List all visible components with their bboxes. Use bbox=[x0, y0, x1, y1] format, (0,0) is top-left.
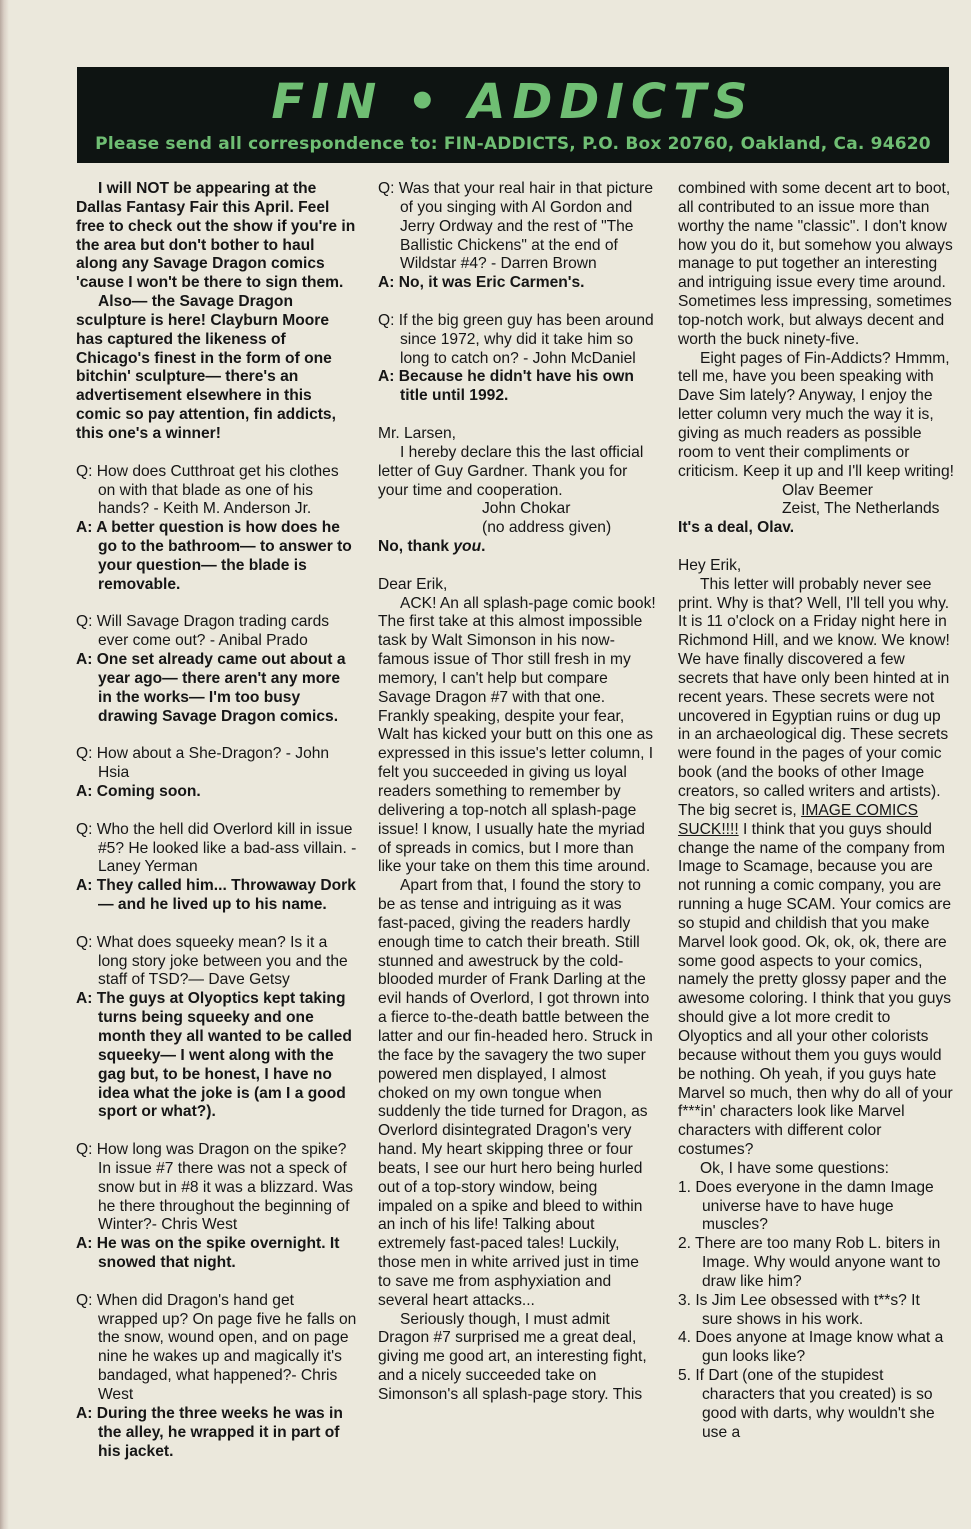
letter-body: I hereby declare this the last official letter of Guy Gardner. Thank you for your time and cooperation. bbox=[378, 443, 644, 499]
answer: A: One set already came out about a year ago— there aren't any more in the works— I'm too busy drawing Savage Dragon comics. bbox=[76, 651, 346, 725]
list-item: 5. If Dart (one of the stupidest characters that you created) is so good with darts, why wouldn't she use a bbox=[678, 1367, 935, 1441]
letter-paragraph: combined with some decent art to boot, all contributed to an issue more than worthy the name "classic". I don't know how you do it, but somehow you always manage to put together an interesting and intriguing issue every time around. Sometimes less impressing, sometimes top-notch work, but always decent and worth the buck ninety-five. bbox=[678, 180, 953, 348]
answer: A: The guys at Olyoptics kept taking turns being squeeky and one month they all wanted to be called squeeky— I went along with the gag but, to be honest, I have no idea what the joke is (am I a good sport or what?). bbox=[76, 990, 352, 1121]
column-3 bbox=[678, 180, 954, 1443]
question: Q: Was that your real hair in that picture of you singing with Al Gordon and Jerry Ordway and the rest of "The Ballistic Chickens" at the end of Wildstar #4? - Darren Brown bbox=[378, 180, 654, 273]
letter-signature-name: John Chokar bbox=[482, 500, 571, 518]
letter-paragraph: This letter will probably never see print. Why is that? Well, I'll tell you why. It is 11 o'clock on a Friday night here in Richmond Hill, and we know. We know! We have finally discovered a few secrets that have only been hinted at in recent years. These secrets were not uncovered in Egyptian ruins or dug up in an archaeological dig. These secrets were found in the pages of your comic book (and the books of other Image creators, so called writers and artists). The big secret is, IMAGE COMICS SUCK!!!! I think that you guys should change the name of the company from Image to Scamage, because you are not running a comic company, you are running a huge SCAM. Your comics are so stupid and childish that you make Marvel look good. Ok, ok, ok, there are some good aspects to your comics, namely the pretty glossy paper and the awesome coloring. I think that you guys should give a lot more credit to Olyoptics and all your other colorists because without them you guys would be nothing. Oh yeah, if you guys hate Marvel so much, then why do all of your f***in' characters look like Marvel characters with different color costumes? bbox=[678, 575, 953, 1159]
page-spine-edge bbox=[0, 0, 9, 1529]
question: Q: How does Cutthroat get his clothes on with that blade as one of his hands? - Keith M. Anderson Jr. bbox=[76, 462, 339, 518]
column-2 bbox=[378, 180, 656, 1405]
editor-reply: It's a deal, Olav. bbox=[678, 519, 795, 537]
editor-reply: No, thank you. bbox=[378, 538, 486, 556]
answer: A: He was on the spike overnight. It snowed that night. bbox=[76, 1235, 340, 1272]
letter-salutation: Hey Erik, bbox=[678, 556, 742, 574]
letter-paragraph: Apart from that, I found the story to be as tense and intriguing as it was fast-paced, giving the readers hardly enough time to catch their breath. Still stunned and awestruck by the cold-blooded murder of Frank Darling at the evil hands of Overlord, I got thrown into a fierce to-the-death battle between the latter and our fin-headed hero. Struck in the face by the savagery the two super powered men displayed, I almost choked on my own tongue when suddenly the tide turned for Dragon, as Overlord disintegrated Dragon's very hand. My heart skipping three or four beats, I see our hurt hero being hurled out of a top-story window, being impaled on a spike and bleed to within an inch of his life! Talking about extremely fast-paced tales! Luckily, those men in white arrived just in time to save me from asphyxiation and several heart attacks... bbox=[378, 877, 653, 1309]
answer: A: A better question is how does he go to the bathroom— to answer to your question— the blade is removable. bbox=[76, 519, 352, 593]
list-item: 2. There are too many Rob L. biters in Image. Why would anyone want to draw like him? bbox=[678, 1235, 941, 1290]
answer: A: Because he didn't have his own title until 1992. bbox=[378, 368, 634, 405]
editor-intro-2: Also— the Savage Dragon sculpture is here! Clayburn Moore has captured the likeness of Chicago's finest in the form of one bitchin' sculpture— there's an advertisement elsewhere in this comic so pay attention, fin addicts, this one's a winner! bbox=[76, 293, 336, 442]
letter-paragraph: Ok, I have some questions: bbox=[700, 1159, 889, 1177]
underlined-exclamation: IMAGE COMICS SUCK!!!! bbox=[678, 801, 919, 838]
question: Q: How about a She-Dragon? - John Hsia bbox=[76, 745, 330, 782]
letter-paragraph: ACK! An all splash-page comic book! The first take at this almost impossible task by Walt Simonson in his now-famous issue of Thor still fresh in my memory, I can't help but compare Savage Dragon #7 with that one. Frankly speaking, despite your fear, Walt has kicked your butt on this one as expressed in this issue's letter column, I felt you succeeded in giving us loyal readers something to remember by delivering a top-notch all splash-page issue! I know, I usually hate the myriad of spreads in comics, but I more than like your take on them this time around. bbox=[378, 594, 656, 876]
list-item: 4. Does anyone at Image know what a gun looks like? bbox=[678, 1329, 944, 1366]
letter-signature-place: (no address given) bbox=[482, 519, 612, 537]
list-item: 3. Is Jim Lee obsessed with t**s? It sure shows in his work. bbox=[678, 1291, 920, 1328]
answer: A: Coming soon. bbox=[76, 783, 201, 800]
letter-signature-place: Zeist, The Netherlands bbox=[782, 500, 940, 518]
letter-paragraph: Seriously though, I must admit Dragon #7 surprised me a great deal, giving me good art, an interesting fight, and a nicely succeeded take on Simonson's all splash-page story. This bbox=[378, 1310, 647, 1403]
list-item: 1. Does everyone in the damn Image universe have to have huge muscles? bbox=[678, 1178, 934, 1234]
letter-salutation: Dear Erik, bbox=[378, 575, 448, 593]
answer: A: During the three weeks he was in the alley, he wrapped it in part of his jacket. bbox=[76, 1404, 343, 1460]
editor-intro-1: I will NOT be appearing at the Dallas Fantasy Fair this April. Feel free to check out the show if you're in the area but don't bother to haul along any Savage Dragon comics 'cause I won't be there to sign them. bbox=[76, 180, 356, 292]
letter-signature-name: Olav Beemer bbox=[782, 481, 873, 499]
header-banner bbox=[77, 67, 949, 163]
letter-paragraph: Eight pages of Fin-Addicts? Hmmm, tell me, have you been speaking with Dave Sim lately? Anyway, I enjoy the letter column very much the way it is, giving as much readers as possible room to vent their compliments or criticism. Keep it up and I'll keep writing! bbox=[678, 349, 954, 480]
question: Q: What does squeeky mean? Is it a long story joke between you and the staff of TSD?— Dave Getsy bbox=[76, 933, 348, 989]
question: Q: How long was Dragon on the spike? In issue #7 there was not a speck of snow but in #8 it was a blizzard. Was he there throughout the beginning of Winter?- Chris West bbox=[76, 1141, 354, 1234]
question: Q: Will Savage Dragon trading cards ever come out? - Anibal Prado bbox=[76, 613, 330, 650]
question: Q: Who the hell did Overlord kill in issue #5? He looked like a bad-ass villain. - Laney Yerman bbox=[76, 820, 357, 876]
letter-salutation: Mr. Larsen, bbox=[378, 424, 456, 442]
question: Q: When did Dragon's hand get wrapped up? On page five he falls on the snow, wound open, and on page nine he wakes up and magically it's bandaged, what happened?- Chris West bbox=[76, 1291, 357, 1403]
page-title: FIN • ADDICTS bbox=[271, 74, 755, 130]
answer: A: They called him... Throwaway Dork— and he lived up to his name. bbox=[76, 877, 356, 914]
column-1 bbox=[76, 180, 358, 1461]
answer: A: No, it was Eric Carmen's. bbox=[378, 274, 585, 292]
mailing-address: Please send all correspondence to: FIN-ADDICTS, P.O. Box 20760, Oakland, Ca. 94620 bbox=[95, 134, 931, 154]
question: Q: If the big green guy has been around since 1972, why did it take him so long to catch on? - John McDaniel bbox=[378, 311, 654, 367]
